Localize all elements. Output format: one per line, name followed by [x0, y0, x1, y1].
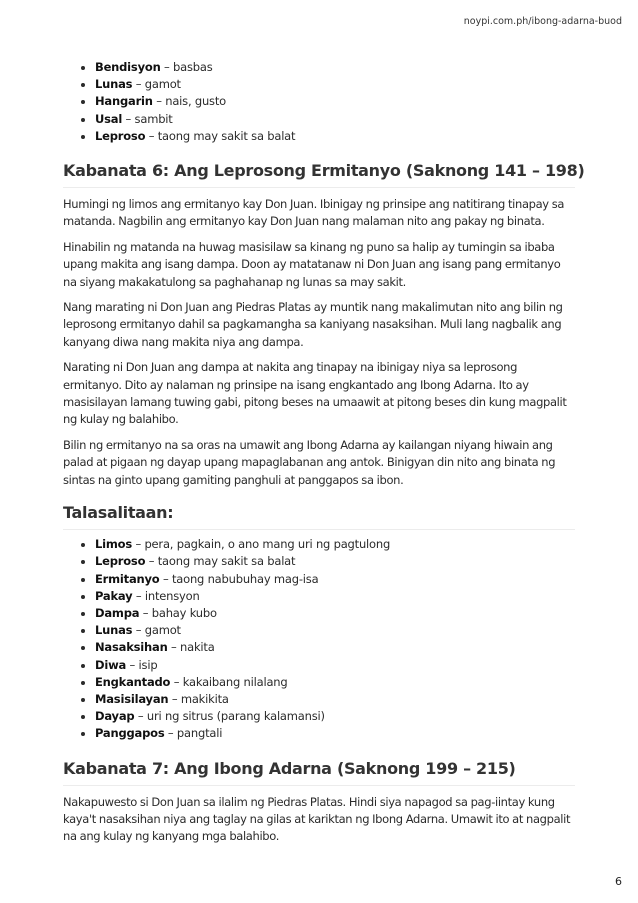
list-item: Ermitanyo – taong nabubuhay mag-isa: [81, 571, 575, 588]
chapter-6-heading: Kabanata 6: Ang Leprosong Ermitanyo (Saknong 141 – 198): [63, 161, 575, 188]
chapter-6-paragraph: Bilin ng ermitanyo na sa oras na umawit ang Ibong Adarna ay kailangan niyang hiwain ang palad at pigaan ng dayap upang mapaglabanan ang antok. Binigyan din nito ang binata ng sintas na ginto upang gamiting panghuli at panggapos sa ibon.: [63, 437, 556, 487]
list-item: Dayap – uri ng sitrus (parang kalamansi): [81, 708, 575, 725]
document-content: [63, 59, 585, 846]
list-item: Leproso – taong may sakit sa balat: [81, 553, 575, 570]
list-item: Usal – sambit: [81, 111, 575, 128]
list-item: Hangarin – nais, gusto: [81, 93, 575, 110]
source-url[interactable]: noypi.com.ph/ibong-adarna-buod: [463, 16, 622, 27]
list-item: Dampa – bahay kubo: [81, 605, 575, 622]
list-item: Engkantado – kakaibang nilalang: [81, 674, 575, 691]
list-item: Panggapos – pangtali: [81, 725, 575, 742]
list-item: Masisilayan – makikita: [81, 691, 575, 708]
chapter-7-heading: Kabanata 7: Ang Ibong Adarna (Saknong 199 – 215): [63, 759, 575, 786]
list-item: Lunas – gamot: [81, 622, 575, 639]
list-item: Diwa – isip: [81, 657, 575, 674]
vocab-list-top: [81, 59, 575, 145]
chapter-6-paragraph: Hinabilin ng matanda na huwag masisilaw sa kinang ng puno sa halip ay tumingin sa ibaba upang makita ang isang dampa. Doon ay matatanaw ni Don Juan ang isang pang ermitanyo na siyang makakatulong sa paghahanap ng lunas sa may sakit.: [63, 239, 561, 289]
chapter-6-paragraph: Nang marating ni Don Juan ang Piedras Platas ay muntik nang makalimutan nito ang bilin ng leprosong ermitanyo dahil sa pagkamangha sa kaniyang nasaksihan. Muli lang nagbalik ang kanyang diwa nang makita niya ang dampa.: [63, 300, 563, 349]
chapter-6-paragraph: Narating ni Don Juan ang dampa at nakita ang tinapay na ibinigay niya sa leprosong ermitanyo. Dito ay nalaman ng prinsipe na isang engkantado ang Ibong Adarna. Ito ay masisilayan lamang tuwing gabi, pitong beses na umaawit at pitong beses din kung magpalit ng kulay ng balahibo.: [63, 360, 567, 427]
list-item: Nasaksihan – nakita: [81, 639, 575, 656]
list-item: Limos – pera, pagkain, o ano mang uri ng pagtulong: [81, 536, 575, 553]
list-item: Lunas – gamot: [81, 76, 575, 93]
list-item: Bendisyon – basbas: [81, 59, 575, 76]
chapter-7-paragraph: Nakapuwesto si Don Juan sa ilalim ng Piedras Platas. Hindi siya napagod sa pag-iintay kung kaya't nasaksihan niya ang taglay na gilas at kariktan ng Ibong Adarna. Umawit ito at nagpalit na ang kulay ng kanyang mga balahibo.: [63, 794, 571, 844]
talasalitaan-heading: Talasalitaan:: [63, 503, 575, 530]
vocab-list: [81, 536, 575, 742]
chapter-6-paragraph: Humingi ng limos ang ermitanyo kay Don Juan. Ibinigay ng prinsipe ang natitirang tinapay sa matanda. Nagbilin ang ermitanyo kay Don Juan nang malaman nito ang pakay ng binata.: [63, 197, 565, 229]
list-item: Pakay – intensyon: [81, 588, 575, 605]
page-number: 6: [615, 875, 622, 888]
list-item: Leproso – taong may sakit sa balat: [81, 128, 575, 145]
